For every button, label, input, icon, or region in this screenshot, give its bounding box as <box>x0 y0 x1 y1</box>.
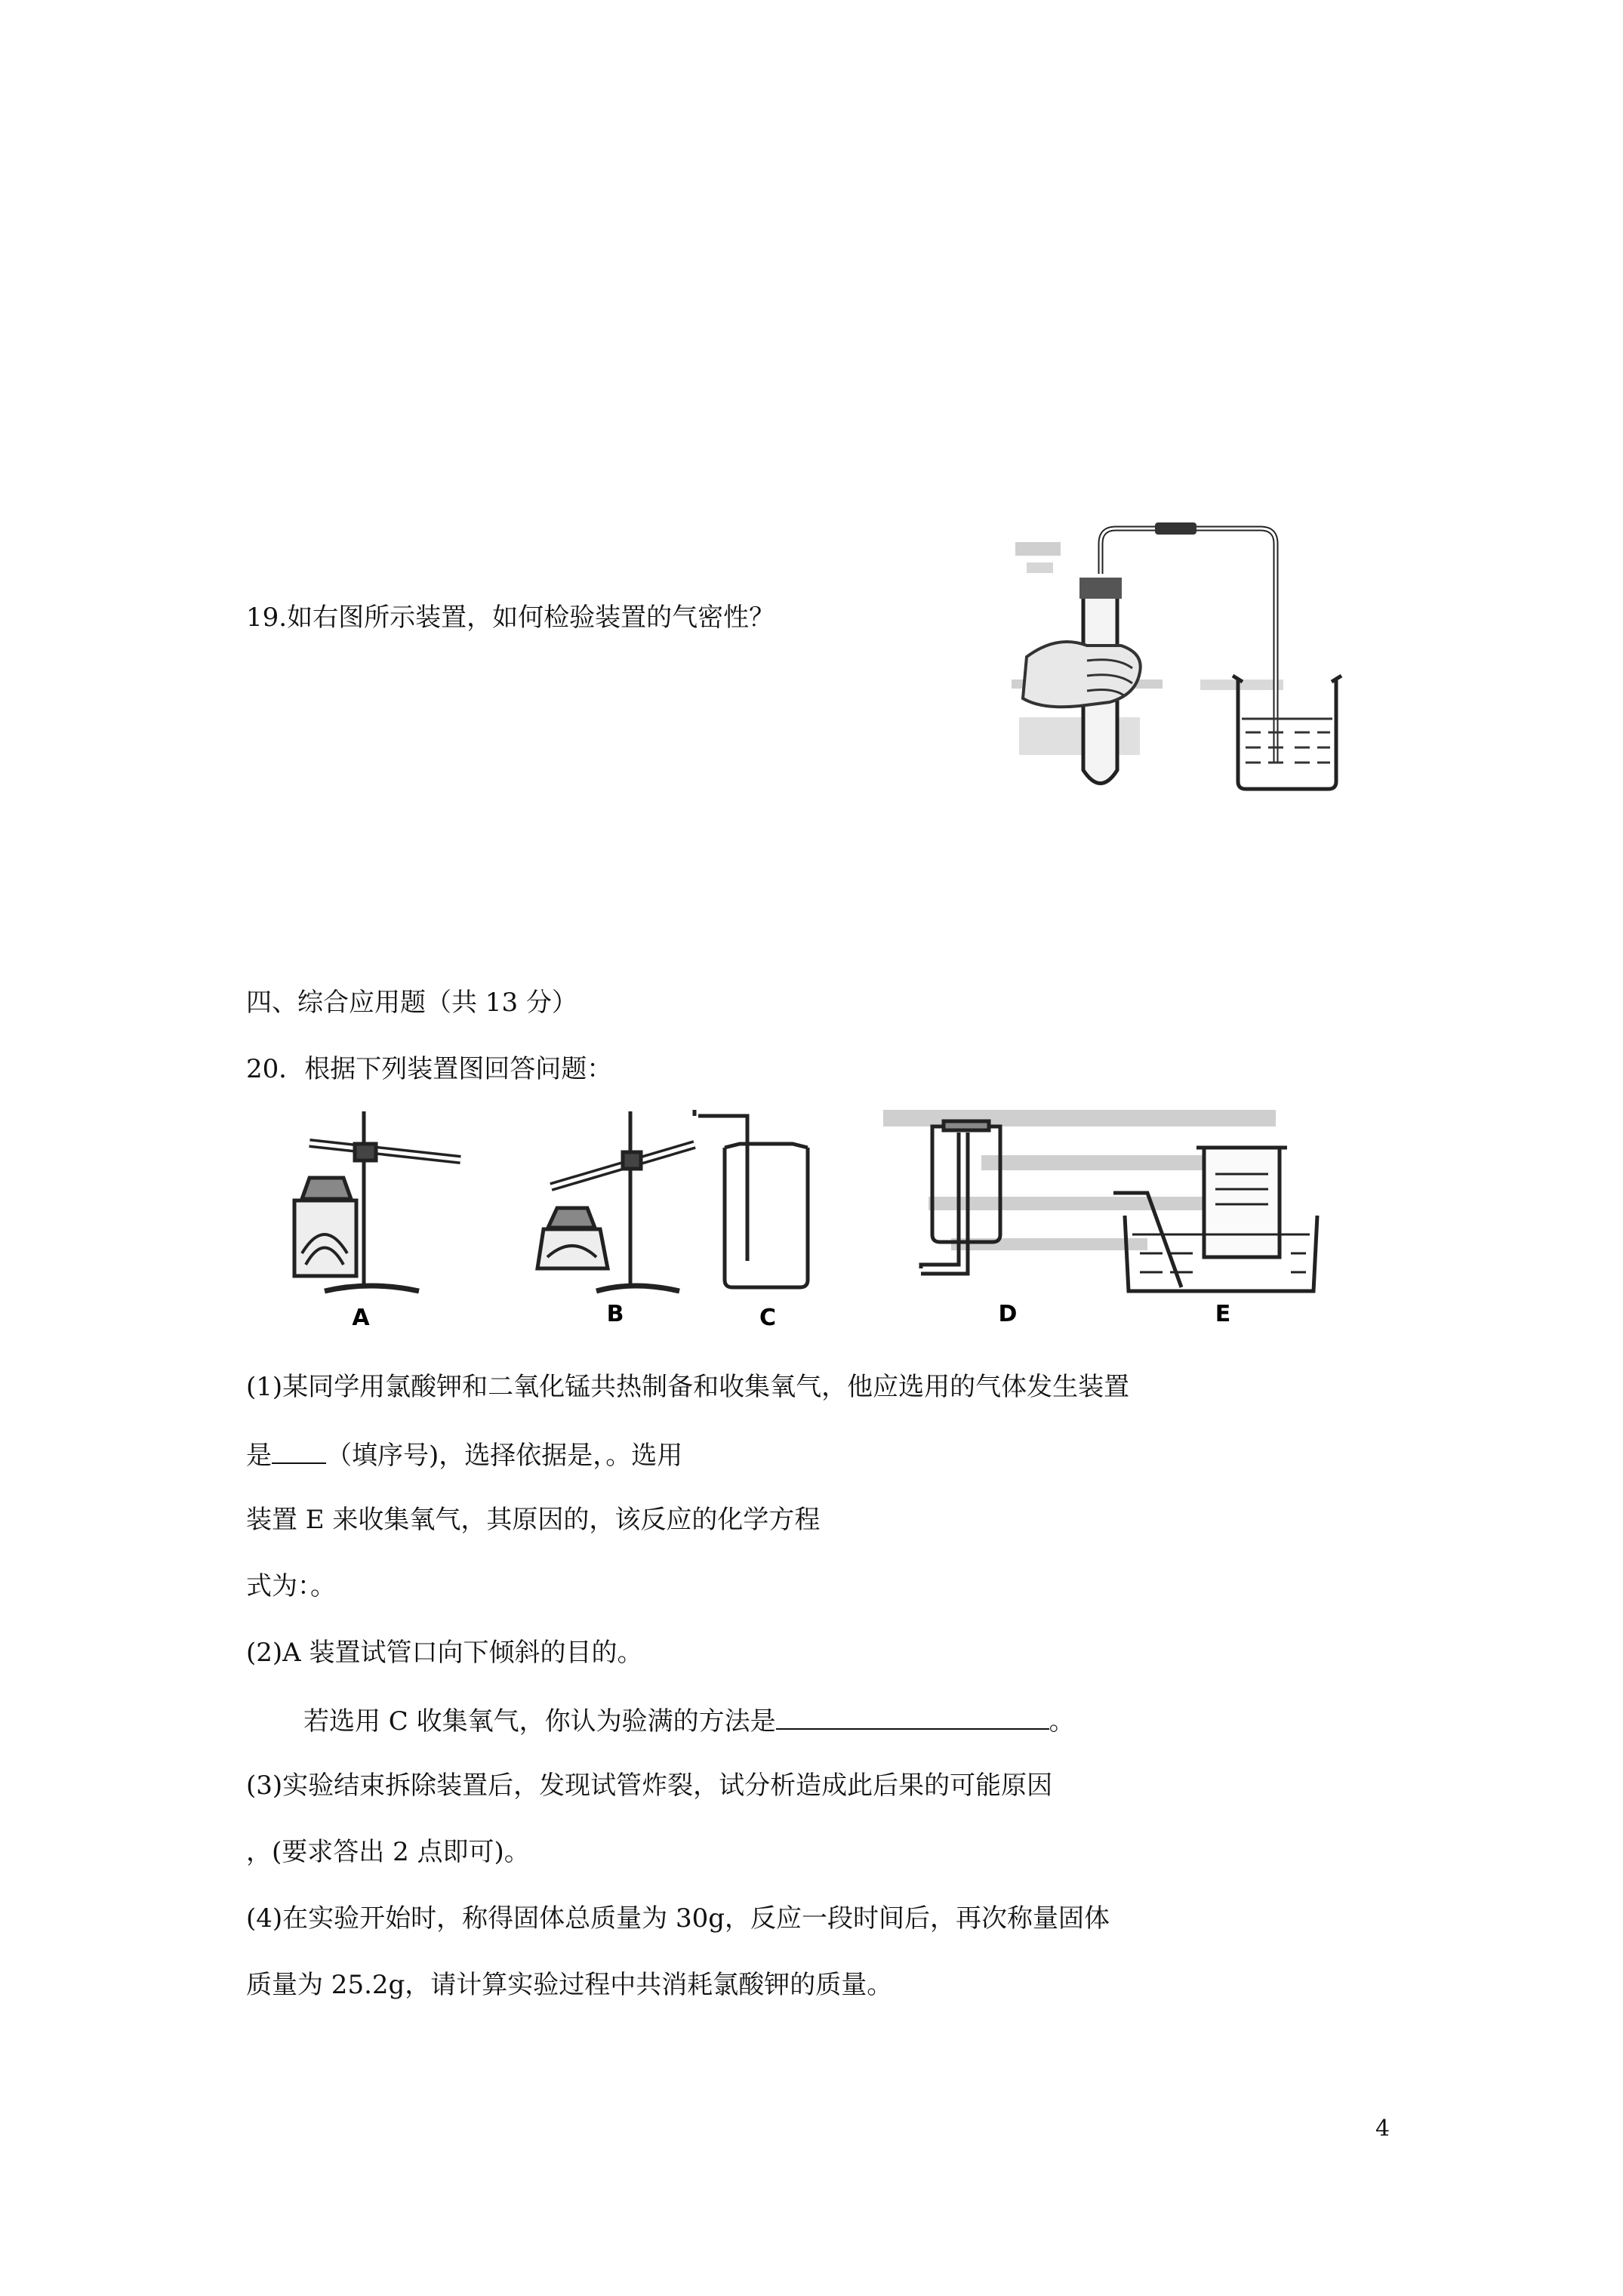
question-19: 19.如右图所示装置，如何检验装置的气密性？ <box>246 603 775 633</box>
label-b: B <box>606 1301 624 1327</box>
page-number: 4 <box>1375 2116 1390 2142</box>
q20-part3-line1: (3)实验结束拆除装置后，发现试管炸裂，试分析造成此后果的可能原因 <box>246 1771 1053 1801</box>
label-d: D <box>998 1301 1018 1327</box>
apparatus-b <box>537 1111 694 1291</box>
q20-part3-line2: ，(要求答出 2 点即可)。 <box>246 1837 530 1867</box>
apparatus-a <box>294 1111 460 1291</box>
apparatus-figure <box>279 1102 1321 1336</box>
answer-blank[interactable] <box>272 1437 326 1464</box>
q20-part1-line1: (1)某同学用氯酸钾和二氧化锰共热制备和收集氧气，他应选用的气体发生装置 <box>246 1372 1130 1402</box>
label-a: A <box>352 1305 370 1331</box>
q20-part1-line2-a: 是 <box>246 1441 272 1471</box>
section-heading: 四、综合应用题（共 13 分） <box>246 988 577 1018</box>
q20-part2-line2-b: 。 <box>1049 1706 1075 1737</box>
q20-part1-line2-b: （填序号)，选择依据是，。选用 <box>326 1441 683 1471</box>
q20-part1-line2 <box>246 1437 682 1472</box>
label-e: E <box>1215 1301 1231 1327</box>
apparatus-c <box>694 1110 808 1287</box>
answer-blank[interactable] <box>776 1703 1049 1730</box>
q20-part4-line1: (4)在实验开始时，称得固体总质量为 30g，反应一段时间后，再次称量固体 <box>246 1903 1110 1934</box>
label-c: C <box>759 1305 777 1331</box>
q20-part2-line1: (2)A 装置试管口向下倾斜的目的。 <box>246 1638 643 1668</box>
question-20-stem: 20．根据下列装置图回答问题： <box>246 1054 613 1084</box>
q20-part1-line3: 装置 E 来收集氧气，其原因的，该反应的化学方程 <box>246 1505 821 1535</box>
q20-part2-line2 <box>303 1703 1075 1738</box>
q20-part4-line2: 质量为 25.2g，请计算实验过程中共消耗氯酸钾的质量。 <box>246 1970 893 2000</box>
q20-part2-line2-a: 若选用 C 收集氧气，你认为验满的方法是 <box>303 1706 776 1737</box>
airtightness-apparatus-figure <box>1012 521 1359 793</box>
q20-part1-line4: 式为：。 <box>246 1571 336 1601</box>
